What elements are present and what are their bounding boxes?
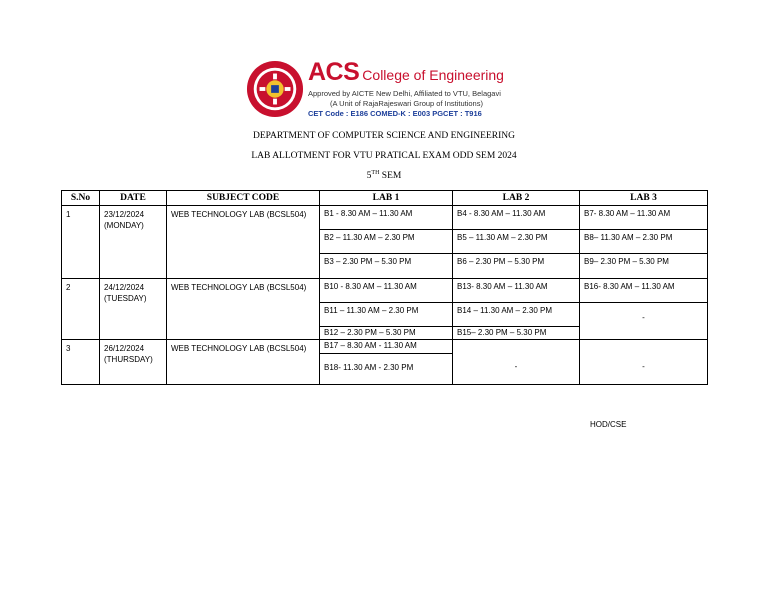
lab-slot: B10 - 8.30 AM – 11.30 AM xyxy=(320,279,452,303)
header-lab3: LAB 3 xyxy=(580,191,708,206)
lab-slot: B8– 11.30 AM – 2.30 PM xyxy=(580,230,707,254)
date-cell xyxy=(100,279,166,307)
table-row xyxy=(62,279,708,340)
date-cell xyxy=(100,340,166,368)
unit-line: (A Unit of RajaRajeswari Group of Institutions) xyxy=(330,99,483,108)
cet-code-line: CET Code : E186 COMED-K : E003 PGCET : T916 xyxy=(308,109,482,118)
subject-cell: WEB TECHNOLOGY LAB (BCSL504) xyxy=(171,344,307,353)
approval-line: Approved by AICTE New Delhi, Affiliated to VTU, Belagavi xyxy=(308,89,501,98)
lab-slot-empty: - xyxy=(642,313,645,322)
table-row xyxy=(62,340,708,385)
sno-cell: 1 xyxy=(66,210,71,219)
college-of-engineering: College of Engineering xyxy=(362,67,504,83)
college-logo-icon xyxy=(246,60,304,118)
lab-slot-empty: - xyxy=(642,362,645,371)
lab-slot: B1 - 8.30 AM – 11.30 AM xyxy=(320,206,452,230)
department-title: DEPARTMENT OF COMPUTER SCIENCE AND ENGINEERING xyxy=(252,131,515,141)
lab-slot: B5 – 11.30 AM – 2.30 PM xyxy=(453,230,579,254)
day-value: (MONDAY) xyxy=(104,221,144,230)
lab-slot: B13- 8.30 AM – 11.30 AM xyxy=(453,279,579,303)
sem-word: SEM xyxy=(381,171,402,182)
college-name xyxy=(308,58,504,87)
allotment-title: LAB ALLOTMENT FOR VTU PRATICAL EXAM ODD SEM 2024 xyxy=(251,151,517,161)
sno-cell: 3 xyxy=(66,344,71,353)
lab-slot: B4 - 8.30 AM – 11.30 AM xyxy=(453,206,579,230)
table-row xyxy=(62,206,708,279)
lab-slot: B12 – 2.30 PM – 5.30 PM xyxy=(324,328,416,337)
lab-slot: B15– 2.30 PM – 5.30 PM xyxy=(457,328,547,337)
date-value: 23/12/2024 xyxy=(104,210,145,219)
lab-slot: B7- 8.30 AM – 11.30 AM xyxy=(580,206,707,230)
lab-slot: B9– 2.30 PM – 5.30 PM xyxy=(584,257,669,266)
subject-cell: WEB TECHNOLOGY LAB (BCSL504) xyxy=(171,210,307,219)
date-value: 26/12/2024 xyxy=(104,344,145,353)
lab-allotment-table xyxy=(61,190,708,385)
lab-slot: B17 – 8.30 AM - 11.30 AM xyxy=(320,340,452,354)
sem-number: 5 xyxy=(366,171,372,182)
college-header xyxy=(246,58,516,122)
table-header-row xyxy=(62,191,708,206)
subject-cell: WEB TECHNOLOGY LAB (BCSL504) xyxy=(171,283,307,292)
header-sno: S.No xyxy=(62,191,100,206)
college-acs: ACS xyxy=(308,58,360,86)
lab-slot: B11 – 11.30 AM – 2.30 PM xyxy=(320,303,452,327)
lab-slot: B2 – 11.30 AM – 2.30 PM xyxy=(320,230,452,254)
lab-slot: B14 – 11.30 AM – 2.30 PM xyxy=(453,303,579,327)
hod-signature: HOD/CSE xyxy=(590,420,627,429)
lab-slot: B3 – 2.30 PM – 5.30 PM xyxy=(324,257,412,266)
day-value: (THURSDAY) xyxy=(104,355,153,364)
lab-slot: B6 – 2.30 PM – 5.30 PM xyxy=(457,257,545,266)
header-date: DATE xyxy=(100,191,167,206)
header-lab1: LAB 1 xyxy=(320,191,453,206)
lab-slot: B16- 8.30 AM – 11.30 AM xyxy=(580,279,707,303)
day-value: (TUESDAY) xyxy=(104,294,147,303)
header-lab2: LAB 2 xyxy=(453,191,580,206)
date-cell xyxy=(100,206,166,234)
sem-superscript: TH xyxy=(371,170,380,176)
header-subject-code: SUBJECT CODE xyxy=(167,191,320,206)
semester-title xyxy=(0,170,768,181)
date-value: 24/12/2024 xyxy=(104,283,145,292)
lab-slot: B18- 11.30 AM - 2.30 PM xyxy=(324,363,414,372)
sno-cell: 2 xyxy=(66,283,71,292)
lab-slot-empty: - xyxy=(514,362,518,371)
